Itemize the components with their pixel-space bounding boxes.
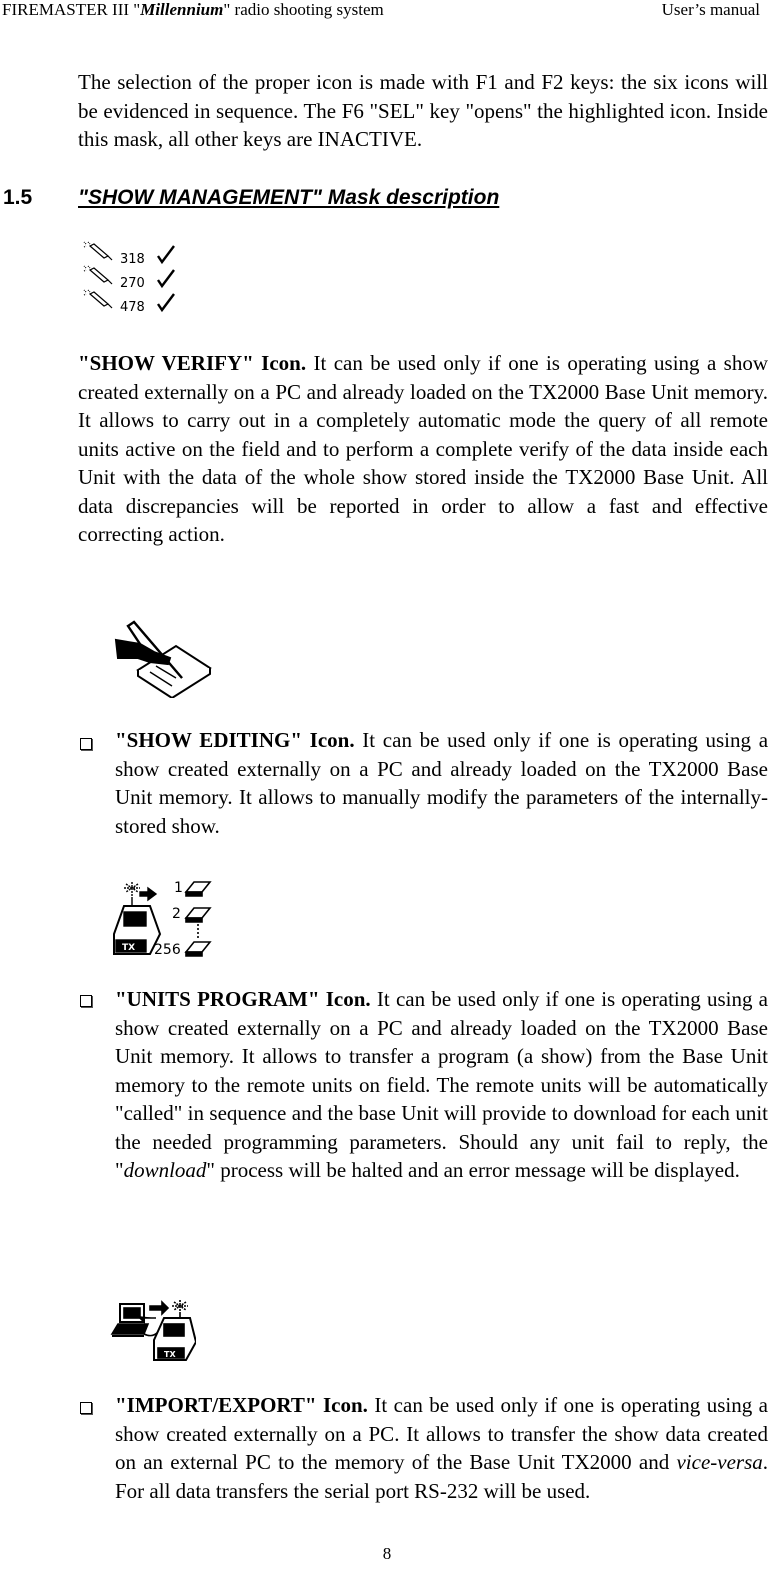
units-program-title: "UNITS PROGRAM" Icon. <box>115 987 371 1011</box>
units-label: 256 <box>154 942 181 958</box>
header-left: FIREMASTER III "Millennium" radio shooting system <box>2 0 384 19</box>
units-program-paragraph: "UNITS PROGRAM" Icon. It can be used only if one is operating using a show created externally on a PC and already loaded on the TX2000 Base Unit memory. It allows to transfer a program (a show) from the Base Unit memory to the remote units on field. The remote units will be automatically "called" in sequence and the base Unit will provide to download for each unit the needed programming parameters. Should any unit fail to reply, the "download" process will be halted and an error message will be displayed. <box>115 987 768 1182</box>
units-label: 1 <box>174 880 183 896</box>
bullet <box>80 995 92 1007</box>
bullet <box>80 1402 92 1414</box>
show-verify-icon <box>80 240 180 320</box>
page-number: 8 <box>382 1544 392 1563</box>
verify-row-value: 270 <box>120 276 145 291</box>
import-device-label: TX <box>164 1350 176 1359</box>
import-export-title: "IMPORT/EXPORT" Icon. <box>115 1393 368 1417</box>
section-number: 1.5 <box>3 186 33 209</box>
bullet <box>80 738 92 750</box>
page-header <box>0 0 774 22</box>
import-export-icon <box>110 1298 196 1362</box>
verify-row-value: 318 <box>120 252 145 267</box>
show-verify-paragraph: "SHOW VERIFY" Icon. It can be used only if one is operating using a show created externally on a PC and already loaded on the TX2000 Base Unit memory. It allows to carry out in a completely automatic mode the query of all remote units active on the field and to perform a complete verify of the data inside each Unit with the data of the whole show stored inside the TX2000 Base Unit. All data discrepancies will be reported in order to allow a fast and effective correcting action. <box>78 351 768 546</box>
units-program-icon <box>110 878 216 958</box>
show-editing-title: "SHOW EDITING" Icon. <box>115 728 355 752</box>
verify-row-value: 478 <box>120 300 145 315</box>
units-label: 2 <box>172 906 181 922</box>
units-device-label: TX <box>122 943 136 953</box>
show-verify-title: "SHOW VERIFY" Icon. <box>78 351 307 375</box>
show-editing-icon <box>110 618 216 698</box>
show-editing-paragraph: "SHOW EDITING" Icon. It can be used only if one is operating using a show created externally on a PC and already loaded on the TX2000 Base Unit memory. It allows to manually modify the parameters of the internally-stored show. <box>115 728 769 838</box>
section-title: "SHOW MANAGEMENT" Mask description <box>78 186 500 209</box>
intro-paragraph: The selection of the proper icon is made with F1 and F2 keys: the six icons will be evidenced in sequence. The F6 "SEL" key "opens" the highlighted icon. Inside this mask, all other keys are INACTIVE. <box>78 70 768 151</box>
header-right: User’s manual <box>661 0 760 19</box>
import-export-paragraph: "IMPORT/EXPORT" Icon. It can be used only if one is operating using a show created externally on a PC. It allows to transfer the show data created on an external PC to the memory of the Base Unit TX2000 and vice-versa. For all data transfers the serial port RS-232 will be used. <box>115 1393 768 1503</box>
